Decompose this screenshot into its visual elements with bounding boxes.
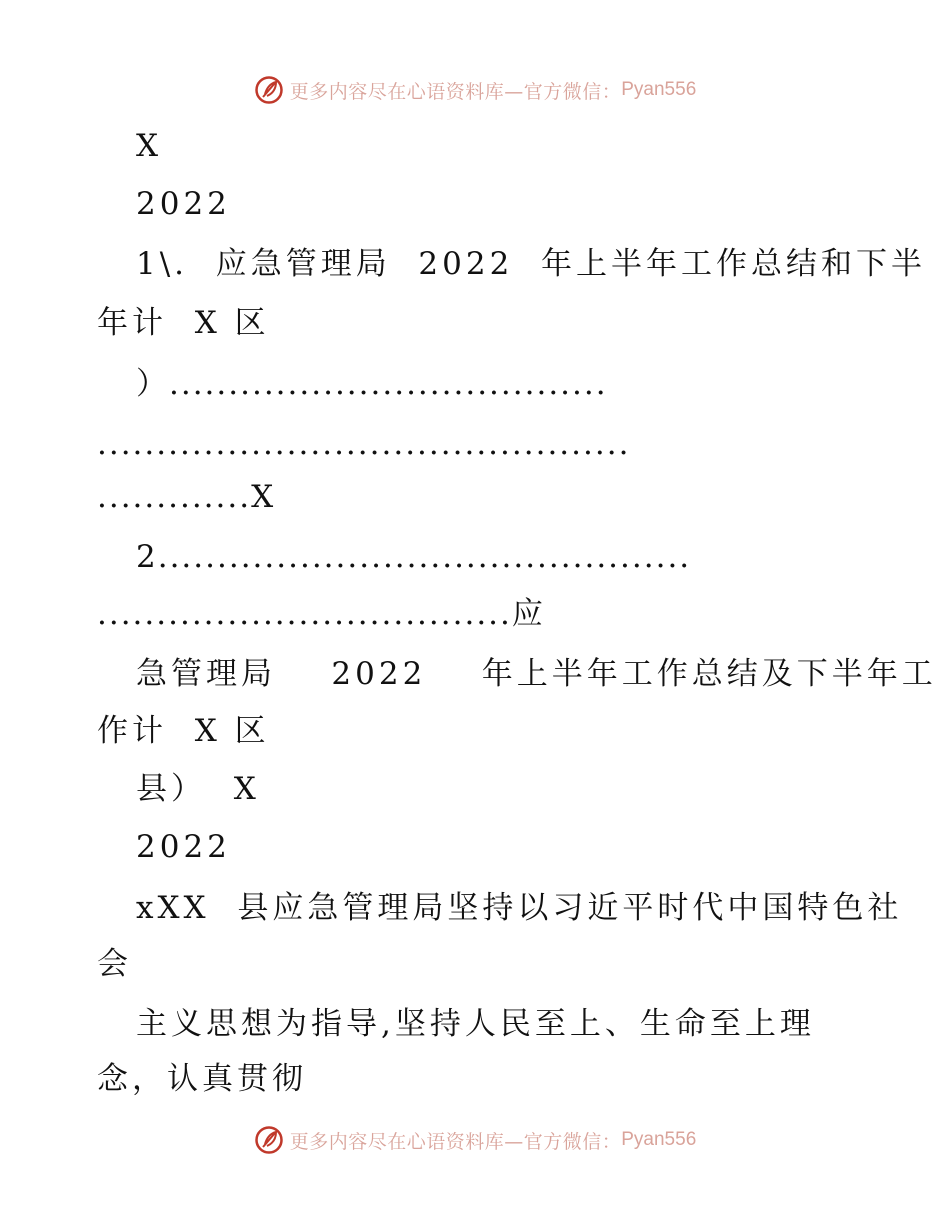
- doc-line-15: 会: [97, 946, 132, 982]
- feather-pen-logo-icon: [254, 75, 284, 105]
- doc-line-7: .............X: [97, 479, 276, 515]
- doc-line-14: xXX 县应急管理局坚持以习近平时代中国特色社: [136, 890, 903, 926]
- footer-banner: [0, 1120, 950, 1160]
- header-banner: [0, 70, 950, 110]
- doc-line-6: .............................................: [97, 426, 631, 462]
- doc-line-12: 县） X: [136, 771, 260, 807]
- doc-line-10: 急管理局 2022 年上半年工作总结及下半年工: [136, 656, 937, 692]
- banner-wechat-id: Pyan556: [621, 79, 697, 100]
- doc-line-5: ）.....................................: [136, 366, 608, 402]
- doc-line-3: 1\. 应急管理局 2022 年上半年工作总结和下半: [136, 246, 927, 282]
- doc-line-17: 念，认真贯彻: [97, 1061, 307, 1097]
- doc-line-16: 主义思想为指导,坚持人民至上、生命至上理: [136, 1006, 815, 1042]
- doc-line-9: ...................................应: [97, 596, 545, 632]
- doc-line-8: 2.............................................: [136, 539, 692, 575]
- doc-line-4: 年计 X 区: [97, 305, 270, 341]
- doc-line-2: 2022: [136, 186, 231, 222]
- doc-line-13: 2022: [136, 829, 231, 865]
- banner-text: 更多内容尽在心语资料库—官方微信：: [289, 80, 622, 103]
- feather-pen-logo-icon: [254, 1125, 284, 1155]
- banner-wechat-id: Pyan556: [621, 1129, 697, 1150]
- doc-line-11: 作计 X 区: [97, 713, 270, 749]
- banner-text: 更多内容尽在心语资料库—官方微信：: [289, 1130, 622, 1153]
- doc-line-1: X: [136, 128, 163, 164]
